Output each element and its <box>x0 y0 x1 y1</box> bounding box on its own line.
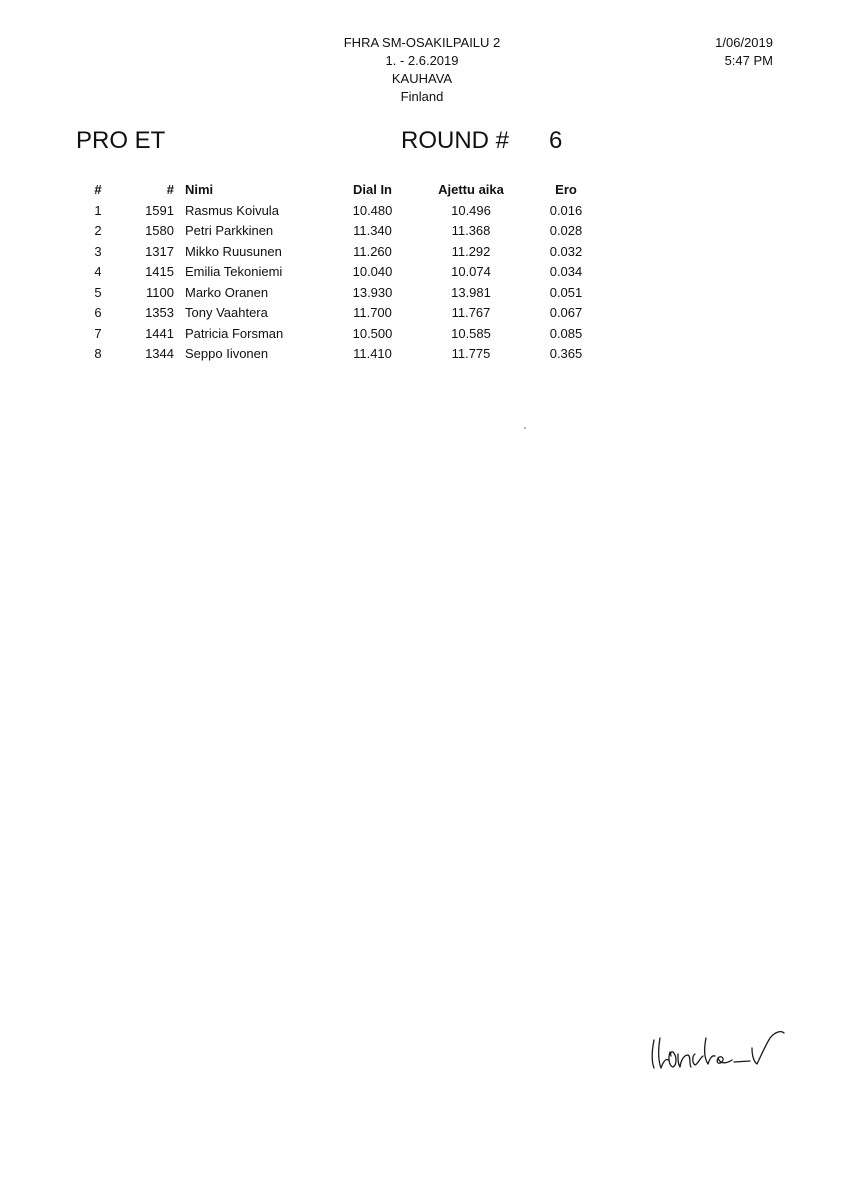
cell-position: 4 <box>94 264 102 280</box>
cell-dial-in: 11.340 <box>353 223 392 239</box>
cell-dial-in: 11.700 <box>353 305 392 321</box>
cell-run-time: 10.074 <box>451 264 491 280</box>
cell-run-time: 11.292 <box>451 243 491 259</box>
cell-dial-in: 11.410 <box>353 346 392 362</box>
print-date: 1/06/2019 <box>715 35 773 50</box>
header-difference: Ero <box>555 182 577 198</box>
table-row <box>82 242 605 263</box>
cell-difference: 0.051 <box>549 284 583 300</box>
cell-dial-in: 13.930 <box>352 284 393 300</box>
cell-run-time: 13.981 <box>451 284 491 300</box>
header-car-number: # <box>166 182 174 198</box>
header-dial-in: Dial In <box>352 182 392 198</box>
cell-car-number: 1353 <box>145 305 174 321</box>
cell-car-number: 1317 <box>145 243 174 259</box>
cell-difference: 0.067 <box>549 305 583 321</box>
round-number: 6 <box>549 127 563 154</box>
scan-speck <box>524 427 526 429</box>
event-dates: 1. - 2.6.2019 <box>385 53 459 68</box>
cell-name: Tony Vaahtera <box>185 305 268 321</box>
event-header <box>300 34 544 106</box>
cell-name: Marko Oranen <box>185 284 269 300</box>
cell-car-number: 1580 <box>145 223 174 239</box>
table-row <box>82 201 605 222</box>
cell-dial-in: 11.260 <box>353 243 392 259</box>
table-row <box>82 283 605 304</box>
cell-difference: 0.028 <box>549 223 583 239</box>
table-row <box>82 303 605 324</box>
cell-name: Patricia Forsman <box>185 325 284 341</box>
cell-difference: 0.365 <box>549 346 583 362</box>
cell-name: Rasmus Koivula <box>185 202 279 218</box>
print-timestamp <box>715 34 773 70</box>
event-city: KAUHAVA <box>391 71 453 86</box>
cell-position: 7 <box>94 325 102 341</box>
results-table <box>82 180 605 365</box>
cell-position: 3 <box>94 243 102 259</box>
header-name: Nimi <box>185 182 214 198</box>
event-title: FHRA SM-OSAKILPAILU 2 <box>343 35 501 50</box>
cell-name: Petri Parkkinen <box>185 223 274 239</box>
cell-difference: 0.032 <box>549 243 583 259</box>
cell-run-time: 11.767 <box>451 305 491 321</box>
table-row <box>82 344 605 365</box>
cell-dial-in: 10.480 <box>352 202 393 218</box>
cell-car-number: 1100 <box>146 284 174 300</box>
print-time: 5:47 PM <box>724 53 773 68</box>
cell-name: Seppo Iivonen <box>185 346 269 362</box>
cell-difference: 0.085 <box>549 325 583 341</box>
class-name: PRO ET <box>76 127 166 154</box>
table-row <box>82 324 605 345</box>
cell-name: Emilia Tekoniemi <box>185 264 283 280</box>
header-position: # <box>94 182 102 198</box>
cell-position: 6 <box>94 305 102 321</box>
cell-car-number: 1591 <box>145 202 174 218</box>
cell-dial-in: 10.500 <box>352 325 393 341</box>
cell-car-number: 1415 <box>145 264 174 280</box>
round-label: ROUND # <box>401 127 510 154</box>
cell-name: Mikko Ruusunen <box>185 243 282 259</box>
cell-run-time: 11.775 <box>451 346 491 362</box>
cell-run-time: 10.496 <box>451 202 491 218</box>
cell-car-number: 1344 <box>145 346 174 362</box>
cell-position: 8 <box>94 346 102 362</box>
cell-position: 2 <box>94 223 102 239</box>
table-row <box>82 262 605 283</box>
table-header-row <box>82 180 605 201</box>
event-country: Finland <box>400 89 444 104</box>
cell-dial-in: 10.040 <box>352 264 393 280</box>
header-run-time: Ajettu aika <box>438 182 504 198</box>
cell-run-time: 10.585 <box>451 325 491 341</box>
table-row <box>82 221 605 242</box>
cell-difference: 0.016 <box>549 202 583 218</box>
handwritten-signature <box>648 1018 788 1078</box>
cell-difference: 0.034 <box>549 264 583 280</box>
cell-position: 1 <box>94 202 102 218</box>
cell-run-time: 11.368 <box>451 223 491 239</box>
cell-car-number: 1441 <box>145 325 174 341</box>
cell-position: 5 <box>94 284 102 300</box>
